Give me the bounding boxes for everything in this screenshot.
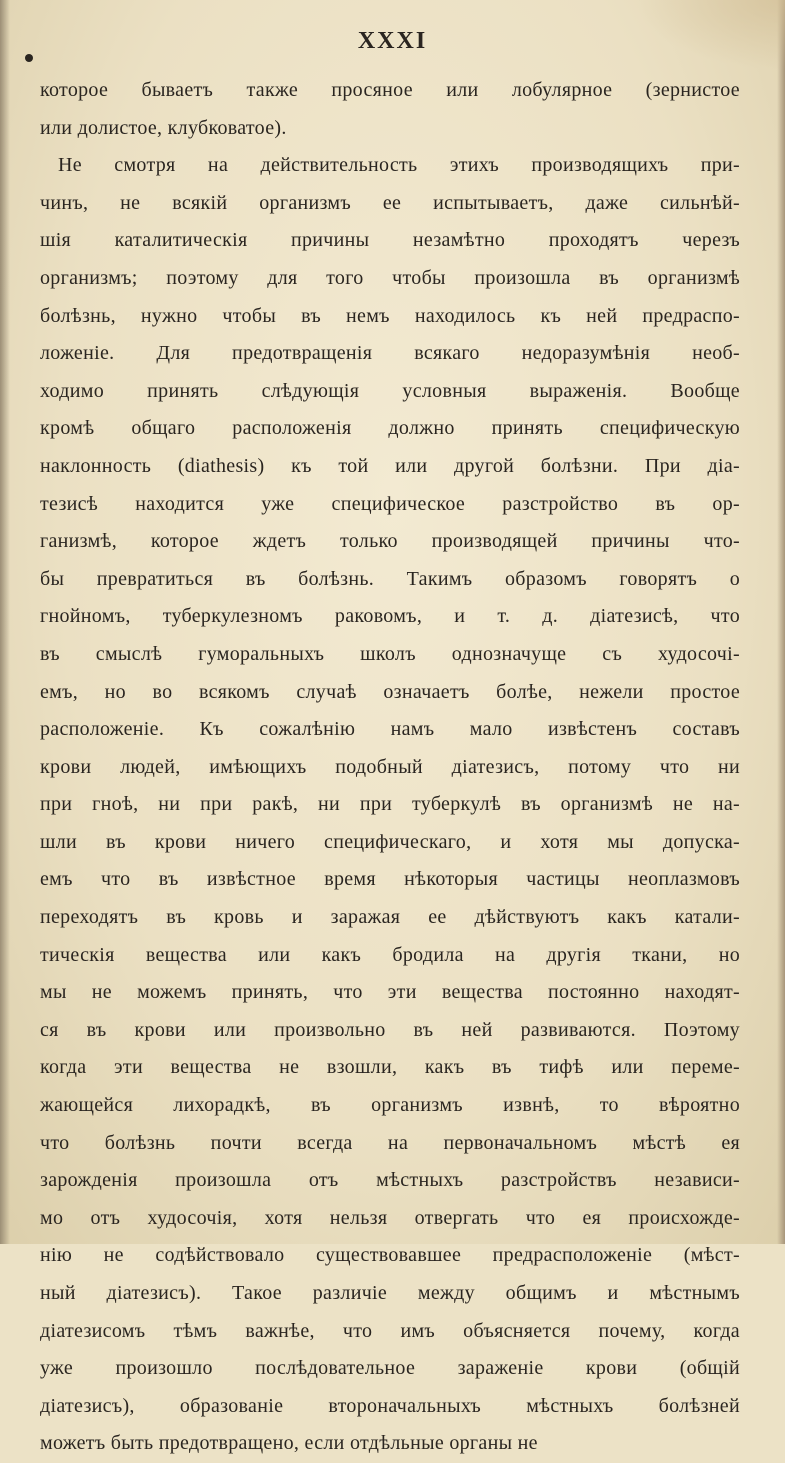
text-line: когда эти вещества не взошли, какъ въ тифѣ или переме- xyxy=(40,1056,740,1079)
text-line: организмъ; поэтому для того чтобы произошла въ организмѣ xyxy=(40,266,740,289)
text-line: уже произошло послѣдовательное зараженiе крови (общiй xyxy=(40,1357,740,1380)
text-line: шiя каталитическiя причины незамѣтно проходятъ черезъ xyxy=(40,229,740,252)
ink-dot-mark xyxy=(25,54,33,62)
text-line: Не смотря на действительность этихъ производящихъ при- xyxy=(58,154,740,177)
text-line: расположенiе. Къ сожалѣнiю намъ мало извѣстенъ составъ xyxy=(40,718,740,741)
page-number: XXXI xyxy=(357,28,428,54)
text-line: нiю не содѣйствовало существовавшее предрасположенiе (мѣст- xyxy=(40,1244,740,1267)
text-line: чинъ, не всякiй организмъ ее испытываетъ, даже сильнѣй- xyxy=(40,191,740,214)
text-line: жающейся лихорадкѣ, въ организмъ извнѣ, то вѣроятно xyxy=(40,1094,740,1117)
text-line: ся въ крови или произвольно въ ней развиваются. Поэтому xyxy=(40,1018,740,1041)
text-line: мо отъ худосочiя, хотя нельзя отвергать что ея происхожде- xyxy=(40,1206,740,1229)
text-line: шли въ крови ничего специфическаго, и хотя мы допуска- xyxy=(40,830,740,853)
text-line: гнойномъ, туберкулезномъ раковомъ, и т. д. дiатезисѣ, что xyxy=(40,605,740,628)
text-line: или долистое, клубковатое). xyxy=(40,116,287,139)
text-line: емъ, но во всякомъ случаѣ означаетъ болѣе, нежели простое xyxy=(40,680,740,703)
text-line: ганизмѣ, которое ждетъ только производящей причины что- xyxy=(40,530,740,553)
text-line: дiатезисъ), образованiе второначальныхъ мѣстныхъ болѣзней xyxy=(40,1394,740,1417)
text-line: въ смыслѣ гуморальныхъ школъ однозначуще съ худосочi- xyxy=(40,642,740,665)
text-line: тезисѣ находится уже специфическое разстройство въ ор- xyxy=(40,492,740,515)
text-line: ходимо принять слѣдующiя условныя выраженiя. Вообще xyxy=(40,379,740,402)
page-left-edge-shadow xyxy=(0,0,10,1244)
body-text xyxy=(40,72,740,1463)
text-line: емъ что въ извѣстное время нѣкоторыя частицы неоплазмовъ xyxy=(40,868,740,891)
text-line: наклонность (diathesis) къ той или другой болѣзни. При дiа- xyxy=(40,454,740,477)
text-line: дiатезисомъ тѣмъ важнѣе, что имъ объясняется почему, когда xyxy=(40,1319,740,1342)
text-line: мы не можемъ принять, что эти вещества постоянно находят- xyxy=(40,981,740,1004)
text-line: ный дiатезисъ). Такое различiе между общимъ и мѣстнымъ xyxy=(40,1282,740,1304)
text-line: которое бываетъ также просяное или лобулярное (зернистое xyxy=(40,79,740,101)
text-line: ложенiе. Для предотвращенiя всякаго недоразумѣнiя необ- xyxy=(40,342,740,365)
text-line: зарожденiя произошла отъ мѣстныхъ разстройствъ независи- xyxy=(40,1169,740,1192)
text-line: переходятъ въ кровь и заражая ее дѣйствуютъ какъ катали- xyxy=(40,906,740,929)
text-line: кромѣ общаго расположенiя должно принять специфическую xyxy=(40,417,740,440)
page-right-edge-shadow xyxy=(777,0,785,1244)
text-line: что болѣзнь почти всегда на первоначальномъ мѣстѣ ея xyxy=(40,1131,740,1154)
text-line: болѣзнь, нужно чтобы въ немъ находилось къ ней предраспо- xyxy=(40,304,740,327)
text-line: крови людей, имѣющихъ подобный дiатезисъ, потому что ни xyxy=(40,755,740,778)
text-line: тическiя вещества или какъ бродила на другiя ткани, но xyxy=(40,943,740,966)
text-line: можетъ быть предотвращено, если отдѣльные органы не xyxy=(40,1432,538,1455)
text-line: бы превратиться въ болѣзнь. Такимъ образомъ говорятъ о xyxy=(40,567,740,590)
text-line: при гноѣ, ни при ракѣ, ни при туберкулѣ въ организмѣ не на- xyxy=(40,793,740,816)
